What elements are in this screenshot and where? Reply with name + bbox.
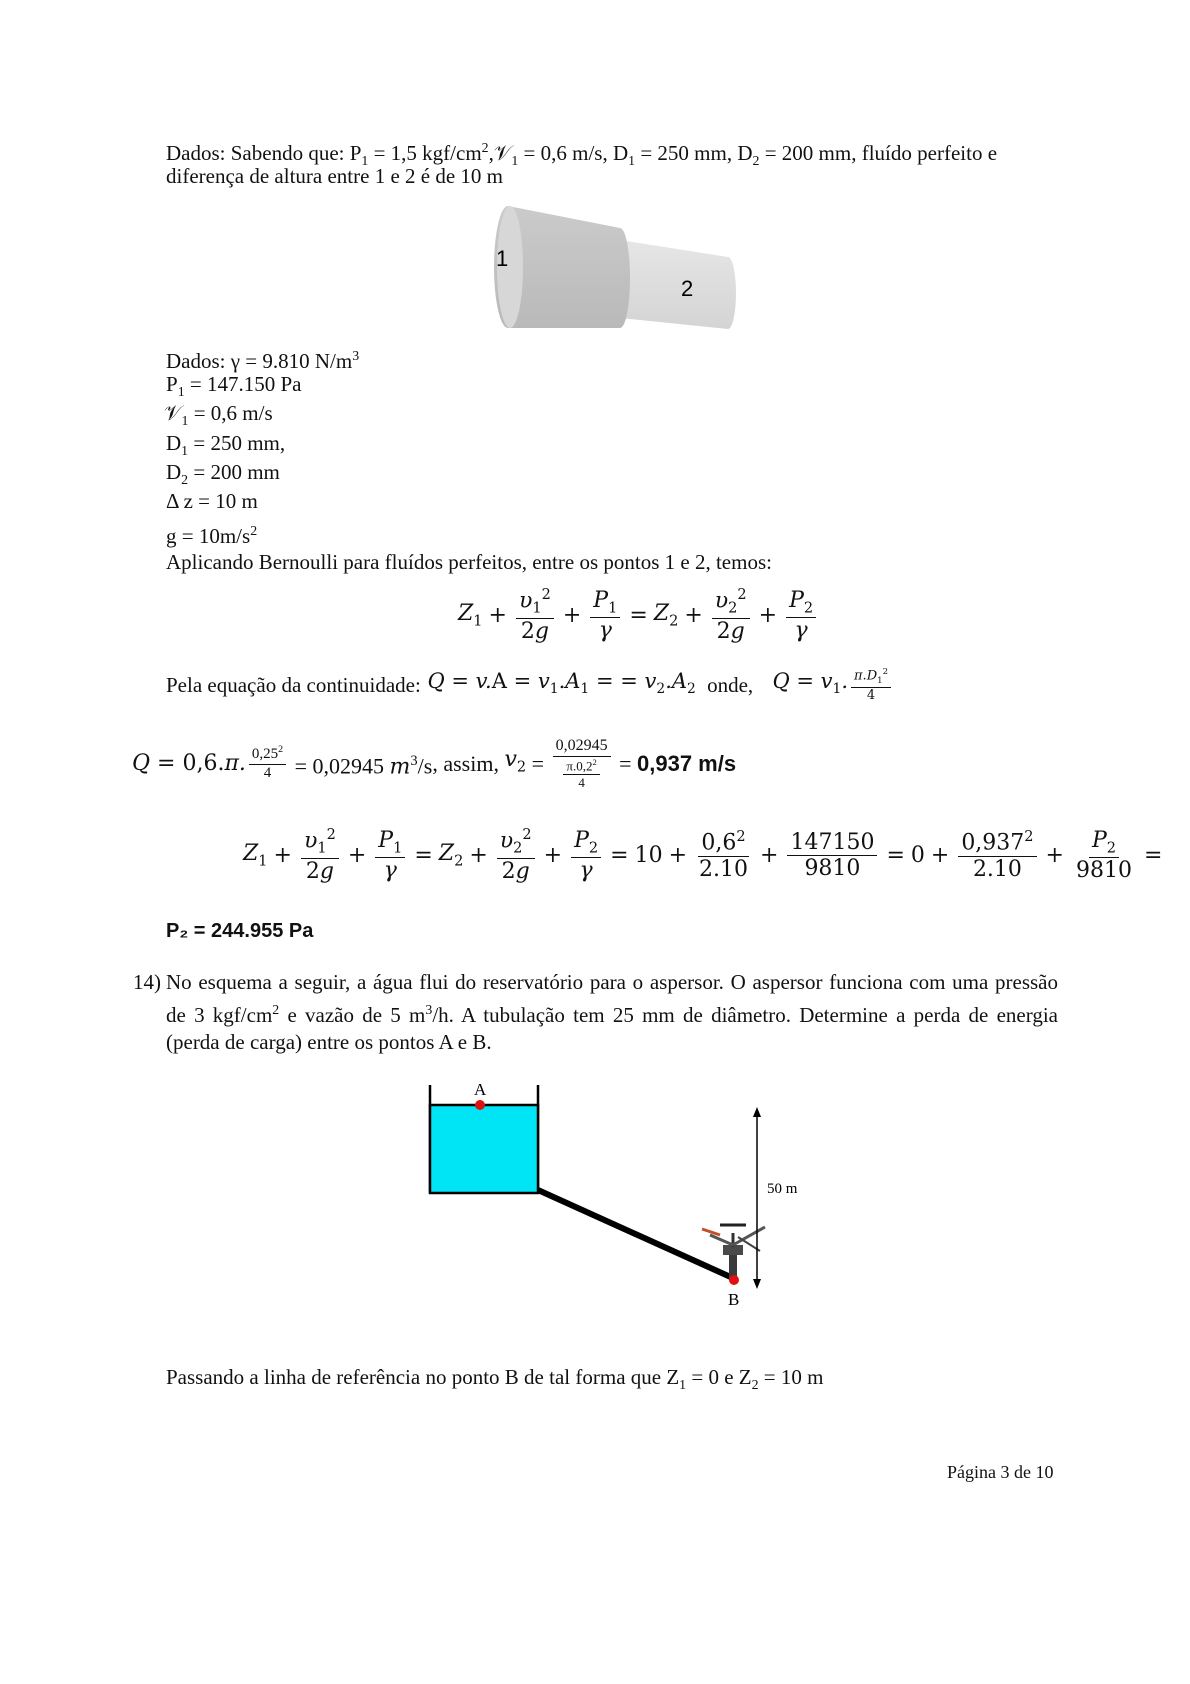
small-pipe-body — [620, 240, 736, 329]
dados-d2: $D_2 = 200$ mm — [166, 460, 280, 488]
point-a-label: A — [474, 1080, 487, 1099]
intro-line-1: Dados: Sabendo que: $P_1 = 1,5$ kgf/$cm^2,𝒱_1 = 0,6$ m/s, $D_1 = 250$ mm, $D_2 = 200$ mm, fluído perfeito e — [166, 140, 998, 169]
dados-g: $g = 10m/s^2$ — [166, 523, 258, 548]
dados-gamma: Dados: γ = 9.810 $N/m^3$ — [166, 348, 360, 373]
reference-text: Passando a linha de referência no ponto B de tal forma que $Z_1 = 0$ e $Z_2 = 10$ m — [166, 1365, 824, 1393]
dados-dz: Δ z = 10 m — [166, 489, 258, 513]
dados-v1: 𝒱$_1$ = 0,6 m/s — [164, 401, 273, 429]
dados-p1: $P_1 = 147.150$ Pa — [166, 372, 302, 400]
pipe-label-2: 2 — [681, 276, 694, 301]
height-arrow-bottom — [753, 1279, 761, 1289]
energy-equation: $Z_1$ + $\frac{\upsilon_1^2}{2g}$ + $\frac{P_1}{\gamma}$ = $Z_2$ + $\frac{\upsilon_2^2}{2g}$ + $\frac{P_2}{\gamma}$ = 10 + $\frac{0,6^2}{2.10}$ + $\frac{147150}{9810}$ = 0 + $\frac{0,937^2}{2.10}$ + $\frac{P_2}{9810}$ = — [243, 827, 1163, 884]
reservoir-water — [430, 1105, 538, 1193]
p2-result: P₂ = 244.955 Pa — [166, 920, 314, 942]
point-a-marker — [475, 1100, 485, 1110]
flow-calculation: Q = 0,6.π. $\frac{0,25^2}{4}$ = 0,02945 $m^3/s$ , assim, $v_2$ = $\frac{0,02945}{\frac{\pi.0,2^2}{4}}$ = 0,937 m/s — [132, 737, 737, 790]
height-arrow-top — [753, 1107, 761, 1117]
dados-d1: $D_1 = 250$ mm, — [166, 431, 286, 459]
bernoulli-equation: $Z_1$ + $\frac{\upsilon_1^2}{2g}$ + $\frac{P_1}{\gamma}$ = $Z_2$ + $\frac{\upsilon_2^2}{2g}$ + $\frac{P_2}{\gamma}$ — [458, 588, 819, 643]
page-footer: Página 3 de 10 — [947, 1462, 1054, 1482]
bernoulli-text: Aplicando Bernoulli para fluídos perfeitos, entre os pontos 1 e 2, temos: — [166, 550, 772, 574]
point-b-label: B — [728, 1290, 740, 1309]
continuity-line: Pela equação da continuidade: $Q = v.A = v_1.A_1$ = = $v_2.A_2$ onde, $Q = v_1$. $\frac{\pi.D_1^2}{4}$ — [166, 668, 894, 703]
continuity-formula: $Q = v.A = v_1.A_1$ = = $v_2.A_2$ — [420, 669, 696, 698]
pipe-reduction-figure — [480, 200, 750, 340]
intro-line-2: diferença de altura entre 1 e 2 é de 10 m — [166, 164, 503, 188]
question-number: 14) — [133, 970, 161, 994]
reservoir-figure — [420, 1075, 840, 1315]
pipe-line — [538, 1190, 735, 1279]
height-label: 50 m — [767, 1181, 798, 1197]
velocity-symbol: 𝒱 — [493, 141, 512, 165]
v2-result: 0,937 m/s — [637, 750, 737, 776]
question-14-text: No esquema a seguir, a água flui do reservatório para o aspersor. O aspersor funciona com uma pressão de 3 kgf/$cm^2$ e vazão de 5 $m^3/h$. A tubulação tem 25 mm de diâmetro. Determine a perda de energia (perda de carga) entre os pontos A e B. — [166, 970, 1058, 1054]
point-b-marker — [729, 1275, 739, 1285]
pipe-label-1: 1 — [496, 246, 509, 271]
